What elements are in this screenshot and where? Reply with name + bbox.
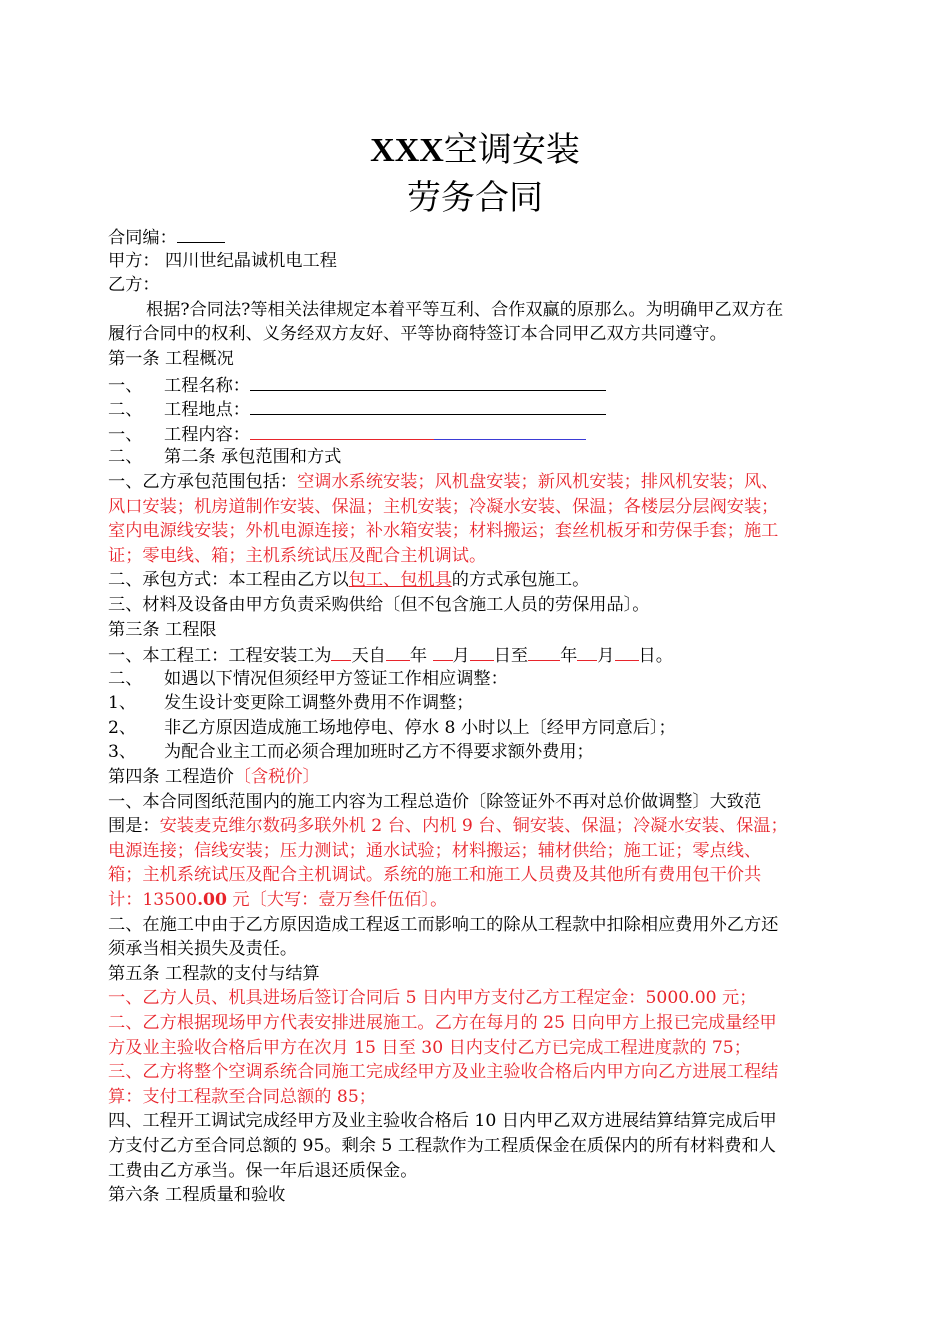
settlement-line-1: 四、工程开工调试完成经甲方及业主验收合格后 10 日内甲乙双方进展结算结算完成后甲 bbox=[108, 1111, 777, 1132]
contract-title-line2: 劳务合同 bbox=[407, 178, 543, 218]
project-location-line bbox=[108, 396, 860, 421]
total-amount-decimals: .00 bbox=[197, 890, 227, 911]
project-name-label: 工程名称： bbox=[164, 375, 250, 396]
preamble-line-1: 根据?合同法?等相关法律规定本着平等互利、合作双赢的原那么。为明确甲乙双方在 bbox=[146, 299, 784, 320]
schedule-day-2: 日。 bbox=[638, 646, 673, 667]
project-content-blank-blue bbox=[434, 421, 586, 440]
start-day-blank bbox=[470, 642, 494, 661]
contract-number-line bbox=[108, 224, 860, 249]
project-content-blank-red bbox=[250, 421, 434, 440]
article-1-heading: 第一条 工程概况 bbox=[108, 348, 234, 369]
contract-number-label: 合同编： bbox=[108, 228, 177, 248]
tax-included-note: 〔含税价〕 bbox=[233, 767, 320, 788]
payment-line-5: 算：支付工程款至合同总额的 85； bbox=[108, 1086, 376, 1107]
payment-line-4: 三、乙方将整个空调系统合同施工完成经甲方及业主验收合格后内甲方向乙方进展工程结 bbox=[108, 1062, 779, 1083]
end-year-blank bbox=[528, 642, 560, 661]
project-content-label: 工程内容： bbox=[164, 424, 250, 445]
project-name-line bbox=[108, 372, 860, 397]
item-number: 二、 bbox=[108, 668, 143, 689]
scope-line-2: 风口安装；机房道制作安装、保温；主机安装；冷凝水安装、保温；各楼层分层阀安装； bbox=[108, 496, 779, 517]
adjustment-line bbox=[108, 667, 860, 692]
schedule-line bbox=[108, 642, 860, 667]
scope-text: 空调水系统安装；风机盘安装；新风机安装；排风机安装；风、 bbox=[297, 471, 779, 492]
days-blank bbox=[331, 642, 351, 661]
contract-method-line bbox=[108, 568, 860, 593]
contract-title-line1 bbox=[0, 128, 950, 173]
schedule-to: 日至 bbox=[493, 646, 529, 667]
article-4-title: 第四条 工程造价 bbox=[108, 767, 234, 788]
price-line-4: 箱；主机系统试压及配合主机调试。系统的施工和施工人员费及其他所有费用包干价共 bbox=[108, 865, 762, 886]
price-line-2 bbox=[108, 814, 860, 839]
method-tail: 的方式承包施工。 bbox=[451, 570, 590, 591]
title-rest: 空调安装 bbox=[443, 130, 580, 170]
adjustment-item-3 bbox=[108, 740, 860, 765]
adjustment-item-text: 发生设计变更除工调整外费用不作调整； bbox=[164, 693, 474, 714]
adjustment-item-text: 为配合业主工而必须合理加班时乙方不得要求额外费用； bbox=[164, 742, 594, 763]
settlement-line-3: 工费由乙方承当。保一年后退还质保金。 bbox=[108, 1160, 418, 1181]
item-number: 一、 bbox=[108, 375, 143, 396]
settlement-line-2: 方支付乙方至合同总额的 95。剩余 5 工程款作为工程质保金在质保内的所有材料费和人 bbox=[108, 1135, 776, 1156]
item-number: 二、 bbox=[108, 447, 143, 468]
adjustment-text: 如遇以下情况但须经甲方签证工作相应调整： bbox=[164, 668, 508, 689]
materials-line: 三、材料及设备由甲方负责采购供给〔但不包含施工人员的劳保用品〕。 bbox=[108, 594, 650, 615]
price-scope-text: 安装麦克维尔数码多联外机 2 台、内机 9 台、铜安装、保温；冷凝水安装、保温； bbox=[159, 816, 788, 837]
end-month-blank bbox=[577, 642, 597, 661]
article-3-heading: 第三条 工程限 bbox=[108, 619, 217, 640]
total-amount-words: 元〔大写：壹万叁仟伍佰〕。 bbox=[226, 890, 448, 911]
article-6-heading: 第六条 工程质量和验收 bbox=[108, 1185, 286, 1206]
price-scope-label: 围是： bbox=[108, 816, 160, 837]
schedule-year: 年 bbox=[409, 646, 433, 667]
payment-line-1: 一、乙方人员、机具进场后签订合同后 5 日内甲方支付乙方工程定金：5000.00 元； bbox=[108, 988, 757, 1009]
scope-line-4: 证；零电线、箱；主机系统试压及配合主机调试。 bbox=[108, 545, 487, 566]
price-line-1: 一、本合同图纸范围内的施工内容为工程总造价〔除签证外不再对总价做调整〕大致范 bbox=[108, 791, 762, 812]
article-2-heading: 第二条 承包范围和方式 bbox=[164, 447, 342, 468]
project-location-blank bbox=[250, 396, 606, 415]
scope-line-1 bbox=[108, 470, 860, 495]
start-month-blank bbox=[433, 642, 453, 661]
price-line-5 bbox=[108, 888, 860, 913]
scope-label: 一、乙方承包范围包括： bbox=[108, 471, 298, 492]
start-year-blank bbox=[386, 642, 410, 661]
schedule-year-2: 年 bbox=[560, 646, 578, 667]
item-number: 1、 bbox=[108, 693, 137, 714]
schedule-month: 月 bbox=[452, 646, 470, 667]
article-2-heading-line bbox=[108, 445, 860, 470]
adjustment-item-2 bbox=[108, 716, 860, 741]
contract-body bbox=[108, 224, 860, 1208]
method-value: 包工、包机具 bbox=[348, 570, 452, 591]
total-amount: 计：13500 bbox=[108, 890, 198, 911]
payment-line-3: 方及业主验收合格后甲方在次月 15 日至 30 日内支付乙方已完成工程进度款的 75； bbox=[108, 1037, 751, 1058]
article-5-heading: 第五条 工程款的支付与结算 bbox=[108, 963, 320, 984]
item-number: 2、 bbox=[108, 717, 137, 738]
rework-line-2: 须承当相关损失及责任。 bbox=[108, 939, 298, 960]
payment-line-2: 二、乙方根据现场甲方代表安排进展施工。乙方在每月的 25 日向甲方上报已完成量经甲 bbox=[108, 1013, 777, 1033]
rework-line-1: 二、在施工中由于乙方原因造成工程返工而影响工的除从工程款中扣除相应费用外乙方还 bbox=[108, 914, 779, 935]
project-name-blank bbox=[250, 372, 606, 391]
end-day-blank bbox=[615, 642, 639, 661]
preamble-line-2: 履行合同中的权利、义务经双方友好、平等协商特签订本合同甲乙双方共同遵守。 bbox=[108, 324, 727, 345]
schedule-label: 一、本工程工：工程安装工为 bbox=[108, 646, 332, 667]
title-latin: XXX bbox=[370, 132, 444, 169]
schedule-month-2: 月 bbox=[597, 646, 615, 667]
method-label: 二、承包方式：本工程由乙方以 bbox=[108, 570, 349, 591]
project-location-label: 工程地点： bbox=[164, 400, 250, 421]
adjustment-item-1 bbox=[108, 691, 860, 716]
contract-number-blank bbox=[177, 224, 225, 243]
price-line-3: 电源连接；信线安装；压力测试；通水试验；材料搬运；辅材供给；施工证；零点线、 bbox=[108, 840, 762, 861]
adjustment-item-text: 非乙方原因造成施工场地停电、停水 8 小时以上〔经甲方同意后〕； bbox=[164, 717, 676, 738]
party-b-line: 乙方： bbox=[108, 275, 160, 296]
scope-line-3: 室内电源线安装；外机电源连接；补水箱安装；材料搬运；套丝机板牙和劳保手套；施工 bbox=[108, 521, 779, 542]
item-number: 3、 bbox=[108, 742, 137, 763]
schedule-from: 天自 bbox=[351, 646, 386, 667]
item-number: 一、 bbox=[108, 424, 143, 445]
article-4-heading bbox=[108, 765, 860, 790]
party-a-line: 甲方： 四川世纪晶诚机电工程 bbox=[108, 250, 337, 271]
item-number: 二、 bbox=[108, 400, 143, 421]
project-content-line bbox=[108, 421, 860, 446]
